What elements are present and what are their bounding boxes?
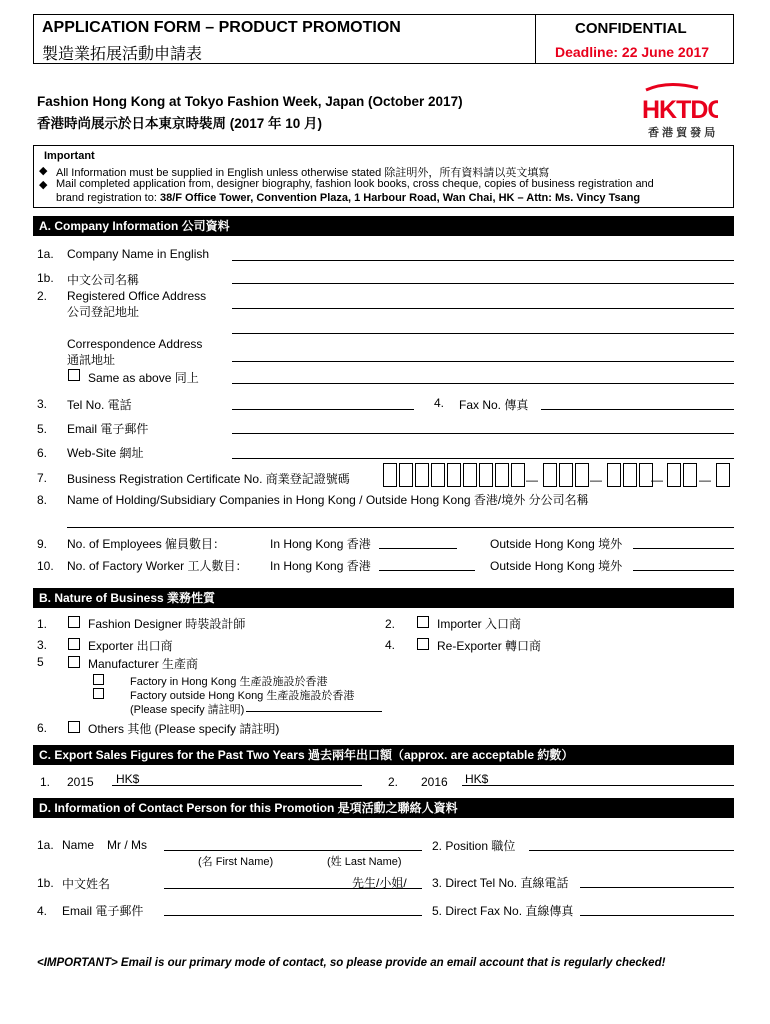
br-digit-box[interactable] (716, 463, 730, 487)
direct-tel-label: 3. Direct Tel No. 直線電話 (432, 876, 569, 890)
workers-outside-label: Outside Hong Kong 境外 (490, 559, 623, 573)
num-9: 9. (37, 537, 48, 551)
employees-label: No. of Employees 僱員數目： (67, 537, 226, 551)
year-2015-label: 2015 (67, 775, 94, 789)
correspondence-address-field-1[interactable] (232, 361, 734, 362)
num-8: 8. (37, 493, 48, 507)
event-title: Fashion Hong Kong at Tokyo Fashion Week, Japan (October 2017) (37, 94, 463, 109)
br-separator: — (526, 473, 538, 487)
re-exporter-label: Re-Exporter 轉口商 (437, 639, 542, 653)
contact-email-field[interactable] (164, 915, 422, 916)
section-d-title: D. Information of Contact Person for this Promotion 是項活動之聯絡人資料 (39, 801, 458, 815)
fashion-designer-checkbox[interactable] (68, 616, 80, 628)
num-d1b: 1b. (37, 876, 54, 890)
email-field[interactable] (232, 433, 734, 434)
employees-hk-label: In Hong Kong 香港 (270, 537, 371, 551)
factory-hk-checkbox[interactable] (93, 674, 104, 685)
br-digit-box[interactable] (575, 463, 589, 487)
br-number-boxes[interactable] (383, 463, 734, 487)
position-label: 2. Position 職位 (432, 839, 516, 853)
section-b-title: B. Nature of Business 業務性質 (39, 591, 216, 605)
confidential-label: CONFIDENTIAL (575, 20, 687, 37)
hk-dollar-2015: HK$ (116, 772, 140, 786)
first-name-hint: (名 First Name) (198, 856, 274, 868)
num-1b: 1b. (37, 271, 54, 285)
num-b6: 6. (37, 721, 48, 735)
br-digit-box[interactable] (623, 463, 637, 487)
factory-specify-field[interactable] (246, 711, 382, 712)
num-b3: 3. (37, 638, 48, 652)
section-c-header (33, 745, 734, 765)
num-b4: 4. (385, 638, 396, 652)
workers-outside-field[interactable] (633, 570, 734, 571)
br-digit-box[interactable] (607, 463, 621, 487)
employees-hk-field[interactable] (379, 548, 457, 549)
num-5: 5. (37, 422, 48, 436)
section-d-header (33, 798, 734, 818)
num-d4: 4. (37, 904, 48, 918)
company-name-en-field[interactable] (232, 260, 734, 261)
important-bullet-2: Mail completed application from, designer biography, fashion look books, cross cheque, copies of business registration and (56, 178, 654, 190)
registered-address-field-1[interactable] (232, 308, 734, 309)
hk-dollar-2016: HK$ (465, 772, 489, 786)
company-name-zh-field[interactable] (232, 283, 734, 284)
direct-fax-field[interactable] (580, 915, 734, 916)
form-title-zh: 製造業拓展活動申請表 (42, 46, 203, 63)
employees-outside-label: Outside Hong Kong 境外 (490, 537, 623, 551)
form-title: APPLICATION FORM – PRODUCT PROMOTION (42, 19, 401, 36)
bullet-icon: ◆ (39, 165, 48, 177)
important-heading: Important (44, 150, 95, 162)
br-digit-box[interactable] (683, 463, 697, 487)
direct-tel-field[interactable] (580, 887, 734, 888)
bullet-icon: ◆ (39, 179, 48, 191)
deadline-label: Deadline: 22 June 2017 (555, 44, 710, 60)
num-1a: 1a. (37, 247, 54, 261)
others-label: Others 其他 (Please specify 請註明) (88, 722, 280, 736)
footer-important-note: <IMPORTANT> Email is our primary mode of contact, so please provide an email account that is regularly checked! (37, 957, 666, 969)
hktdc-logo-icon (640, 82, 718, 122)
br-separator: — (651, 473, 663, 487)
exporter-label: Exporter 出口商 (88, 639, 173, 653)
workers-label: No. of Factory Worker 工人數目： (67, 559, 248, 573)
factory-outside-checkbox[interactable] (93, 688, 104, 699)
contact-email-label: Email 電子郵件 (62, 904, 144, 918)
num-10: 10. (37, 559, 54, 573)
exporter-checkbox[interactable] (68, 638, 80, 650)
num-7: 7. (37, 471, 48, 485)
br-separator: — (699, 473, 711, 487)
year-2016-label: 2016 (421, 775, 448, 789)
br-digit-box[interactable] (399, 463, 413, 487)
contact-name-field[interactable] (164, 850, 422, 851)
section-a-header (33, 216, 734, 236)
factory-outside-label: Factory outside Hong Kong 生產設施設於香港 (130, 690, 355, 702)
important-bullet-1: All Information must be supplied in English unless otherwise stated 除註明外，所有資料請以英文填寫 (56, 167, 550, 179)
section-b-header (33, 588, 734, 608)
manufacturer-label: Manufacturer 生產商 (88, 657, 199, 671)
br-number-label: Business Registration Certificate No. 商業登記證號碼 (67, 472, 350, 486)
mail-prefix: brand registration to: (56, 192, 160, 204)
fax-label: Fax No. 傳真 (459, 398, 529, 412)
position-field[interactable] (529, 850, 734, 851)
br-digit-box[interactable] (511, 463, 525, 487)
importer-checkbox[interactable] (417, 616, 429, 628)
sales-2015-field[interactable] (112, 785, 362, 786)
br-digit-box[interactable] (431, 463, 445, 487)
correspondence-address-field-2[interactable] (232, 383, 734, 384)
br-digit-box[interactable] (495, 463, 509, 487)
workers-hk-label: In Hong Kong 香港 (270, 559, 371, 573)
re-exporter-checkbox[interactable] (417, 638, 429, 650)
website-field[interactable] (232, 458, 734, 459)
br-digit-box[interactable] (383, 463, 397, 487)
hktdc-logo (640, 82, 718, 140)
direct-fax-label: 5. Direct Fax No. 直線傳真 (432, 904, 574, 918)
mr-ms-label: Mr / Ms (107, 838, 147, 852)
same-as-above-checkbox[interactable] (68, 369, 80, 381)
num-2: 2. (37, 289, 48, 303)
email-label: Email 電子郵件 (67, 422, 149, 436)
company-name-en-label: Company Name in English (67, 247, 210, 261)
registered-address-field-2[interactable] (232, 333, 734, 334)
svg-text:HKTDC: HKTDC (642, 96, 718, 122)
num-b2: 2. (385, 617, 396, 631)
subsidiary-label: Name of Holding/Subsidiary Companies in Hong Kong / Outside Hong Kong 香港/境外 分公司名稱 (67, 493, 589, 507)
num-d1a: 1a. (37, 838, 54, 852)
factory-specify-label: (Please specify 請註明) (130, 704, 245, 716)
br-digit-box[interactable] (667, 463, 681, 487)
correspondence-address-label-zh: 通訊地址 (67, 353, 116, 367)
br-separator: — (590, 473, 602, 487)
registered-address-label-zh: 公司登記地址 (67, 305, 140, 319)
importer-label: Importer 入口商 (437, 617, 522, 631)
section-c-title: C. Export Sales Figures for the Past Two Years 過去兩年出口額（approx. are acceptable 約數） (39, 748, 574, 762)
fashion-designer-label: Fashion Designer 時裝設計師 (88, 617, 246, 631)
workers-hk-field[interactable] (379, 570, 475, 571)
num-4: 4. (434, 396, 445, 410)
contact-name-label: Name (62, 838, 95, 852)
br-digit-box[interactable] (415, 463, 429, 487)
num-3: 3. (37, 397, 48, 411)
br-digit-box[interactable] (463, 463, 477, 487)
br-digit-box[interactable] (479, 463, 493, 487)
num-6: 6. (37, 446, 48, 460)
section-a-title: A. Company Information 公司資料 (39, 219, 230, 233)
br-digit-box[interactable] (447, 463, 461, 487)
fax-field[interactable] (541, 409, 734, 410)
event-title-zh: 香港時尚展示於日本東京時裝周 (2017 年 10 月) (37, 116, 323, 131)
br-digit-box[interactable] (559, 463, 573, 487)
website-label: Web-Site 網址 (67, 446, 144, 460)
mail-address: 38/F Office Tower, Convention Plaza, 1 Harbour Road, Wan Chai, HK – Attn: Ms. Vincy Tsang (159, 192, 641, 204)
br-digit-box[interactable] (543, 463, 557, 487)
same-as-above-label: Same as above 同上 (88, 371, 199, 385)
subsidiary-field[interactable] (67, 527, 734, 528)
tel-label: Tel No. 電話 (67, 398, 132, 412)
important-bullet-2b (56, 192, 640, 204)
registered-address-label: Registered Office Address (67, 289, 207, 303)
employees-outside-field[interactable] (633, 548, 734, 549)
others-checkbox[interactable] (68, 721, 80, 733)
num-b1: 1. (37, 617, 48, 631)
chinese-title-label: 先生/小姐/ (352, 876, 407, 890)
header-divider (535, 14, 536, 64)
last-name-hint: (姓 Last Name) (327, 856, 402, 868)
manufacturer-checkbox[interactable] (68, 656, 80, 668)
correspondence-address-label: Correspondence Address (67, 337, 203, 351)
tel-field[interactable] (232, 409, 414, 410)
factory-hk-label: Factory in Hong Kong 生產設施設於香港 (130, 676, 328, 688)
sales-2016-field[interactable] (462, 785, 734, 786)
hktdc-logo-zh: 香 港 貿 發 局 (648, 127, 716, 139)
chinese-name-label: 中文姓名 (62, 877, 111, 891)
company-name-zh-label: 中文公司名稱 (67, 273, 140, 287)
num-c2: 2. (388, 775, 399, 789)
num-b5: 5 (37, 655, 44, 669)
num-c1: 1. (40, 775, 51, 789)
